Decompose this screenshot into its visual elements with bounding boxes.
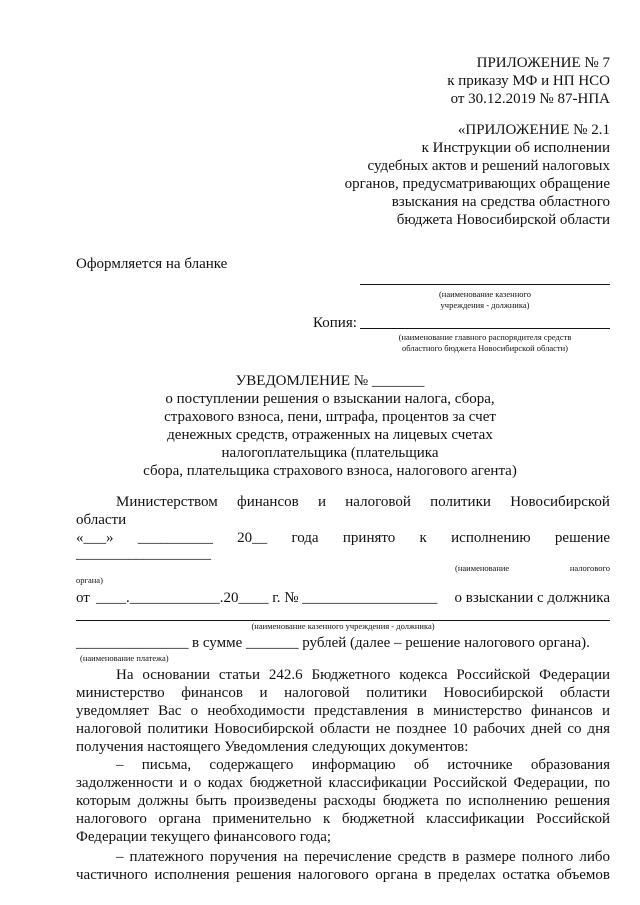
header-line-2: к приказу МФ и НП НСО xyxy=(447,73,610,89)
appendix-line-1: «ПРИЛОЖЕНИЕ № 2.1 xyxy=(457,122,610,138)
word: Новосибирской xyxy=(510,494,610,510)
appendix-line-5: взыскания на средства областного xyxy=(391,194,610,210)
word: года xyxy=(291,530,319,546)
title-sub-5: сбора, плательщика страхового взноса, налогового агента) xyxy=(143,463,517,479)
word: налоговой xyxy=(345,494,411,510)
amount-text: в сумме _______ рублей (далее – решение налогового органа). xyxy=(192,635,590,651)
copy-line xyxy=(360,328,610,329)
caption-org-b: налогового xyxy=(569,563,610,573)
title-sub-4: налогоплательщика (плательщика xyxy=(221,445,439,461)
word: и xyxy=(317,494,326,510)
recipient-line xyxy=(360,284,610,285)
date-month: __________ xyxy=(137,530,213,546)
title-main: УВЕДОМЛЕНИЕ № _______ xyxy=(235,373,425,389)
p3-line-1: – платежного поручения на перечисление средств в размере полного либо xyxy=(116,849,610,865)
p2-line-3: которым должны быть произведены расходы бюджета по исполнению решения xyxy=(76,793,610,809)
word: принято xyxy=(342,530,396,546)
header-line-1: ПРИЛОЖЕНИЕ № 7 xyxy=(476,55,610,71)
p2-line-5: Федерации текущего финансового года; xyxy=(76,829,332,845)
word: политики xyxy=(430,494,491,510)
date-day: «___» xyxy=(76,530,114,546)
word: Министерством xyxy=(116,494,218,510)
word: решение xyxy=(554,530,610,546)
payment-blank: _______________ xyxy=(76,635,189,651)
p2-line-1: – письма, содержащего информацию об источнике образования xyxy=(116,757,610,773)
line5-start: от xyxy=(76,590,90,606)
org-blank: __________________ xyxy=(76,546,211,562)
recipient-caption-1: (наименование казенного xyxy=(438,289,532,299)
p1-line-5: получения настоящего Уведомления следующих документов: xyxy=(76,739,469,755)
caption-debtor: (наименование казенного учреждения - должника) xyxy=(251,621,435,631)
header-line-3: от 30.12.2019 № 87-НПА xyxy=(450,91,610,107)
copy-caption-1: (наименование главного распорядителя средств xyxy=(398,332,572,342)
body-line-2: области xyxy=(76,512,127,528)
p1-line-4: налоговой политики Новосибирской области не позднее 10 рабочих дней со дня xyxy=(76,721,610,737)
letterhead-note: Оформляется на бланке xyxy=(76,256,228,272)
body-line-1 xyxy=(116,493,610,511)
copy-caption-2: областного бюджета Новосибирской области) xyxy=(401,343,569,353)
p2-line-2: задолженности и о кодах бюджетной классификации Российской Федерации, по xyxy=(76,775,610,791)
title-sub-3: денежных средств, отраженных на лицевых счетах xyxy=(167,427,493,443)
recipient-caption-2: учреждения - должника) xyxy=(440,300,530,310)
date-year: 20__ xyxy=(237,530,268,546)
title-sub-2: страхового взноса, пени, штрафа, процентов за счет xyxy=(164,409,496,425)
caption-org-c: органа) xyxy=(76,575,103,585)
word: к xyxy=(419,530,427,546)
p3-line-2: частичного исполнения решения налогового органа в пределах остатка объемов xyxy=(76,867,610,883)
p1-line-2: министерство финансов и налоговой политики Новосибирской области xyxy=(76,685,610,701)
appendix-line-6: бюджета Новосибирской области xyxy=(396,212,610,228)
appendix-line-4: органов, предусматривающих обращение xyxy=(344,176,610,192)
title-sub-1: о поступлении решения о взыскании налога, сбора, xyxy=(165,391,495,407)
line5-end: о взыскании с должника xyxy=(454,590,610,606)
p1-line-3: уведомляет Вас о необходимости представления в министерство финансов и xyxy=(76,703,610,719)
caption-payment: (наименование платежа) xyxy=(80,653,169,663)
line5-date: ____.____________.20____ г. № __________________ xyxy=(96,590,438,606)
p2-line-4: налогового органа применительно к бюджетной классификации Российской xyxy=(76,811,610,827)
copy-label: Копия: xyxy=(313,315,357,331)
word: финансов xyxy=(236,494,299,510)
caption-org-a: (наименование xyxy=(455,563,510,573)
appendix-line-2: к Инструкции об исполнении xyxy=(421,140,610,156)
word: исполнению xyxy=(451,530,531,546)
p1-line-1: На основании статьи 242.6 Бюджетного кодекса Российской Федерации xyxy=(116,667,610,683)
appendix-line-3: судебных актов и решений налоговых xyxy=(367,158,610,174)
